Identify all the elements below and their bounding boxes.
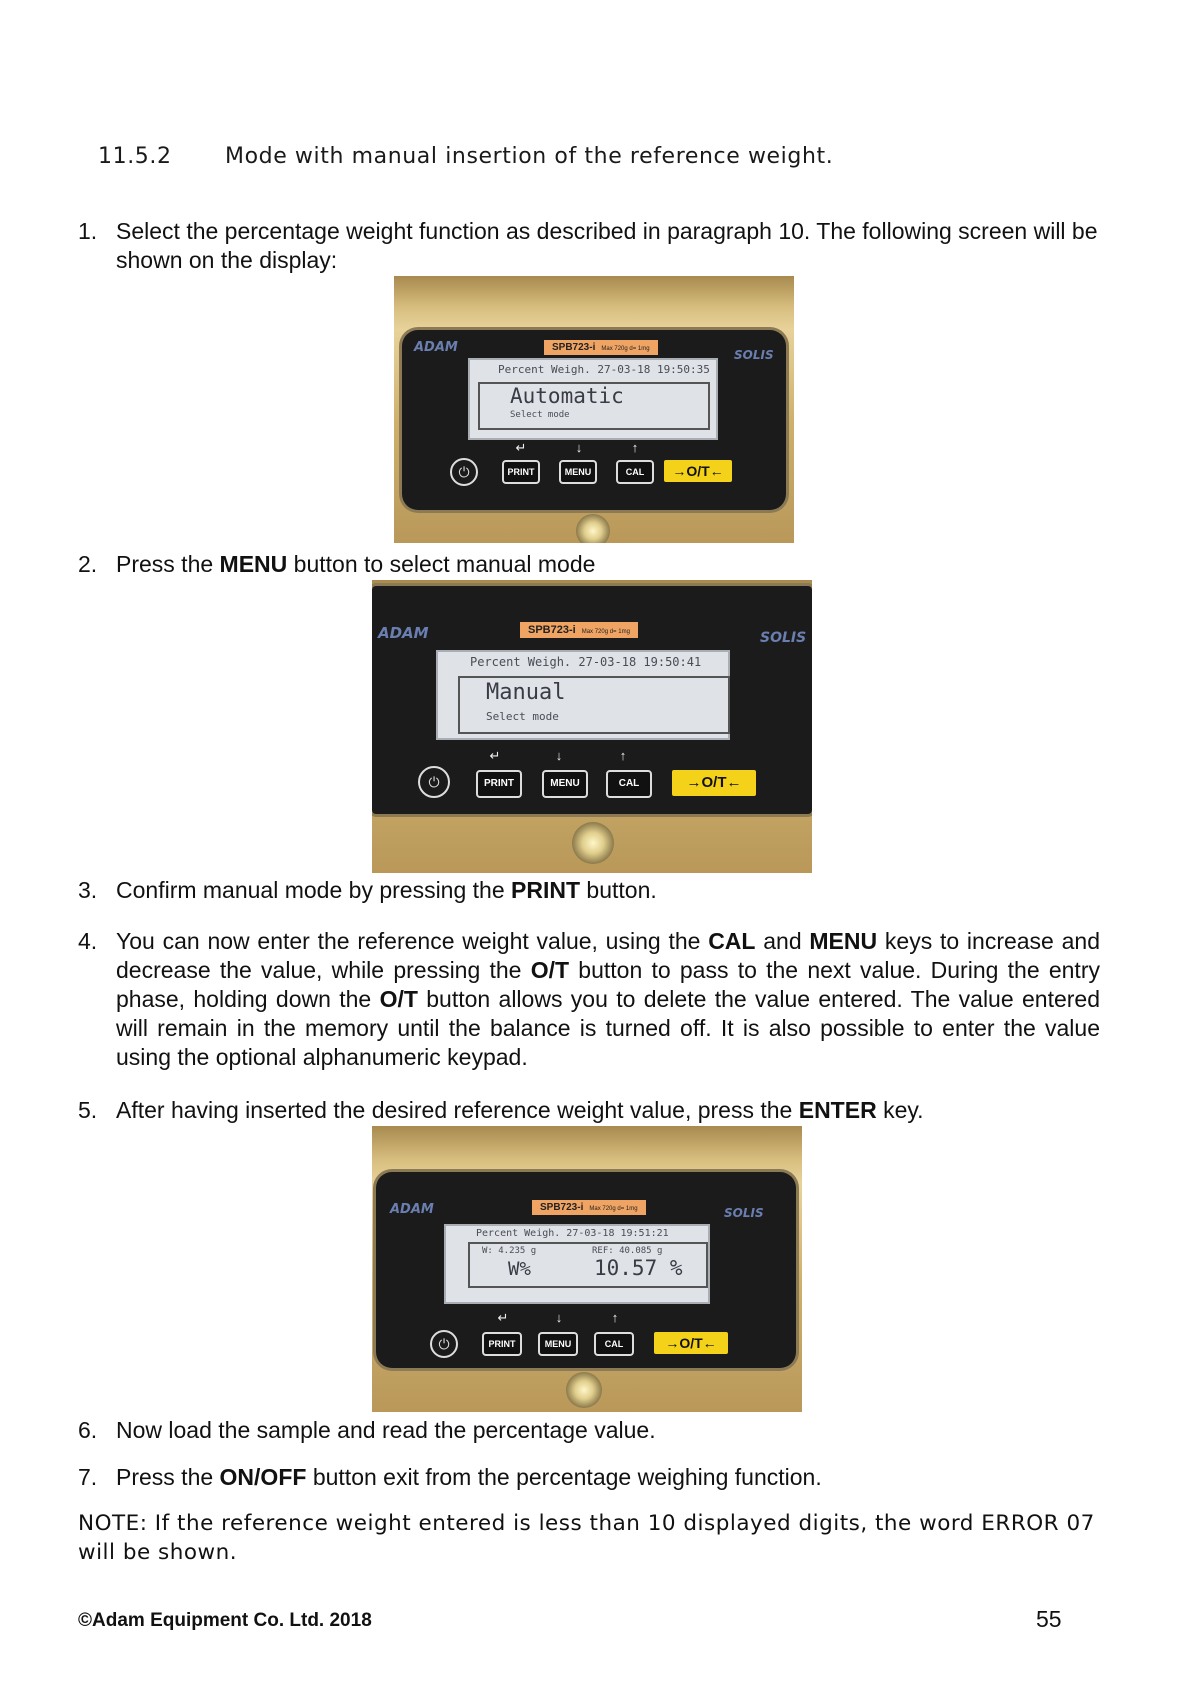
lcd-display: Percent Weigh. 27-03-18 19:50:35 Automatic Select mode: [468, 358, 718, 440]
list-item: 6. Now load the sample and read the percentage value.: [78, 1417, 656, 1443]
print-key: PRINT: [482, 1332, 522, 1356]
print-key: PRINT: [502, 460, 540, 484]
section-number: 11.5.2: [98, 144, 172, 169]
list-item: 5. After having inserted the desired reference weight value, press the ENTER key.: [78, 1097, 924, 1123]
balance-photo-automatic: ADAM SOLIS SPB723-i Max 720g d= 1mg Percent Weigh. 27-03-18 19:50:35 Automatic Select mode ↵ ↓ ↑ ⏻ PRINT MENU CAL →O/T←: [394, 276, 794, 543]
menu-key: MENU: [542, 770, 588, 798]
footer-copyright: ©Adam Equipment Co. Ltd. 2018: [78, 1610, 372, 1631]
ot-key: →O/T←: [654, 1332, 728, 1354]
lcd-display: Percent Weigh. 27-03-18 19:50:41 Manual Select mode: [436, 650, 730, 740]
section-heading: [98, 144, 833, 169]
cal-key: CAL: [606, 770, 652, 798]
ot-key: →O/T←: [664, 460, 732, 482]
cal-key: CAL: [616, 460, 654, 484]
section-title: Mode with manual insertion of the reference weight.: [225, 144, 834, 169]
note-text: NOTE: If the reference weight entered is less than 10 displayed digits, the word ERROR 07 will be shown.: [78, 1511, 1095, 1565]
print-key: PRINT: [476, 770, 522, 798]
page-number: 55: [1036, 1606, 1062, 1632]
power-button: ⏻: [418, 766, 450, 798]
lcd-display: Percent Weigh. 27-03-18 19:51:21 W: 4.235 g REF: 40.085 g W% 10.57 %: [444, 1224, 710, 1304]
ot-key: →O/T←: [672, 770, 756, 796]
balance-photo-percent: ADAM SOLIS SPB723-i Max 720g d= 1mg Percent Weigh. 27-03-18 19:51:21 W: 4.235 g REF: 40.085 g W% 10.57 % ↵ ↓ ↑ ⏻ PRINT MENU CAL →O/T←: [372, 1126, 802, 1412]
power-button: ⏻: [450, 458, 478, 486]
power-button: ⏻: [430, 1330, 458, 1358]
list-item: 1. Select the percentage weight function as described in paragraph 10. The following screen will be shown on the display:: [78, 218, 1098, 273]
menu-key: MENU: [559, 460, 597, 484]
cal-key: CAL: [594, 1332, 634, 1356]
menu-key: MENU: [538, 1332, 578, 1356]
list-item: 4. You can now enter the reference weight value, using the CAL and MENU keys to increase and decrease the value, while pressing the O/T button to pass to the next value. During the entry phase, holding down the O/T button allows you to delete the value entered. The value entered will remain in the memory until the balance is turned off. It is also possible to enter the value using the optional alphanumeric keypad.: [78, 928, 1100, 1070]
balance-photo-manual: ADAM SOLIS SPB723-i Max 720g d= 1mg Percent Weigh. 27-03-18 19:50:41 Manual Select mode ↵ ↓ ↑ ⏻ PRINT MENU CAL →O/T←: [372, 580, 812, 873]
list-item: 7. Press the ON/OFF button exit from the percentage weighing function.: [78, 1464, 822, 1490]
list-item: 2. Press the MENU button to select manual mode: [78, 551, 596, 577]
list-item: 3. Confirm manual mode by pressing the PRINT button.: [78, 877, 657, 903]
